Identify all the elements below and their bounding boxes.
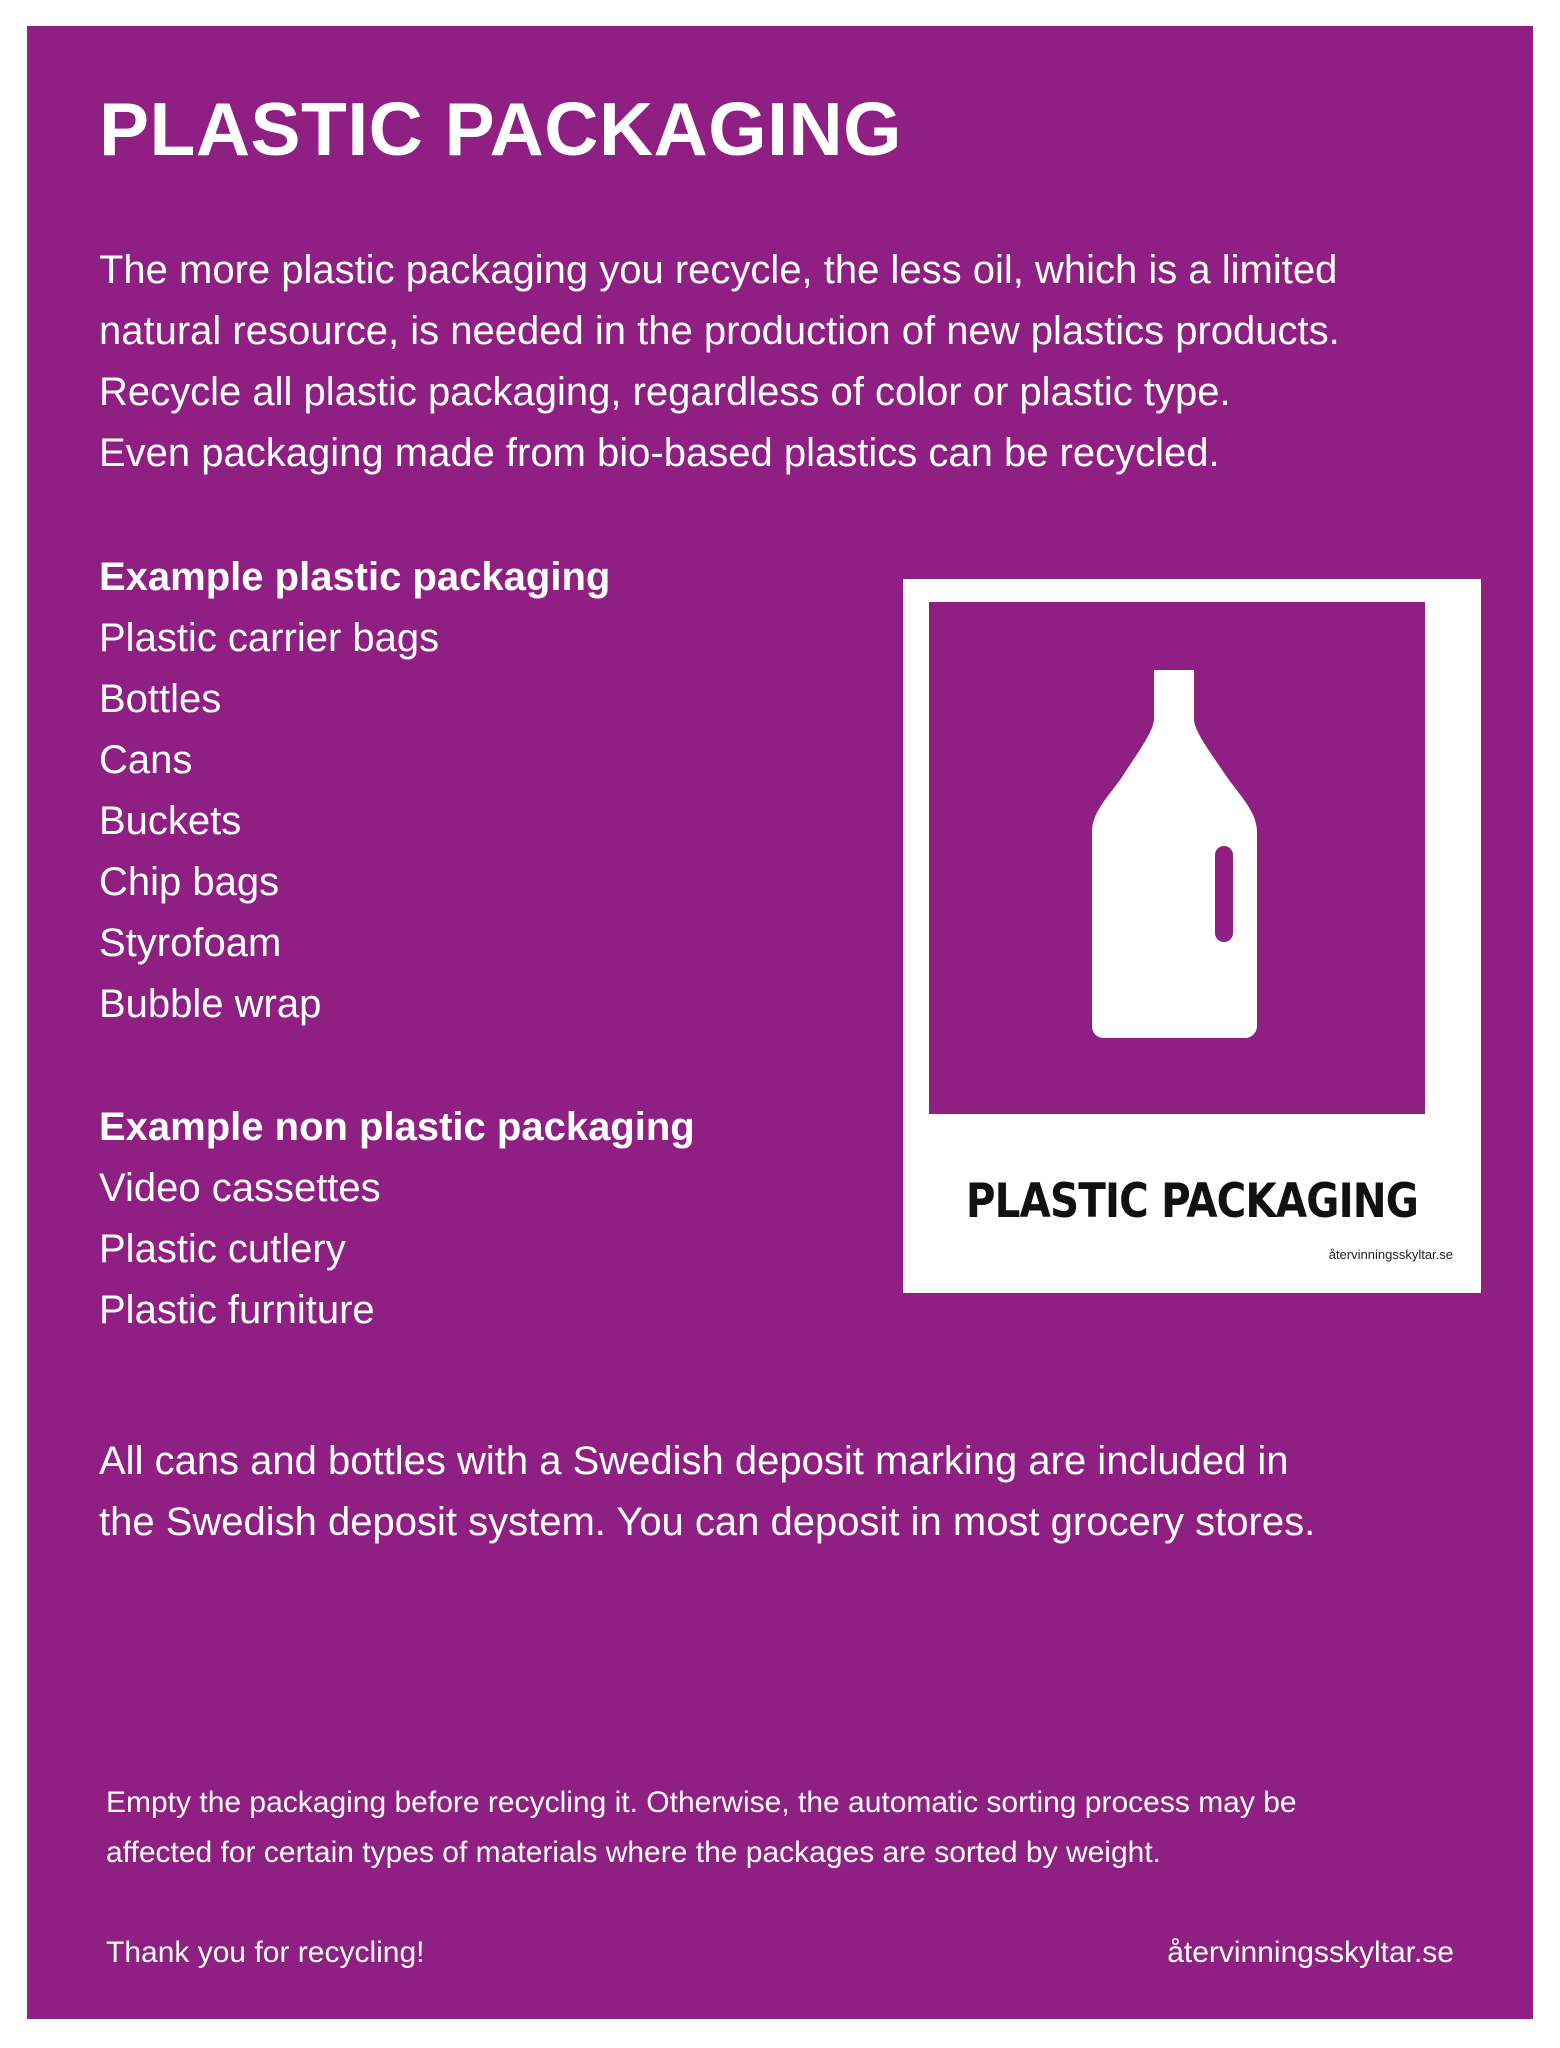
plastic-examples-heading: Example plastic packaging — [99, 555, 611, 599]
empty-packaging-note — [106, 1778, 1297, 1878]
thanks-text: Thank you for recycling! — [106, 1936, 425, 1969]
website-text: återvinningsskyltar.se — [1167, 1936, 1454, 1969]
non-plastic-examples-heading: Example non plastic packaging — [99, 1105, 695, 1149]
page-title: PLASTIC PACKAGING — [99, 87, 902, 171]
plastic-examples-list — [99, 547, 610, 1035]
sign-icon-area — [929, 602, 1425, 1114]
deposit-paragraph — [99, 1431, 1315, 1553]
sign-label: PLASTIC PACKAGING — [965, 1174, 1419, 1229]
list-item: Buckets — [99, 799, 242, 843]
recycling-sign — [903, 579, 1481, 1293]
note-line: Empty the packaging before recycling it. Otherwise, the automatic sorting process may be — [106, 1786, 1297, 1819]
list-item: Plastic furniture — [99, 1288, 375, 1332]
list-item: Cans — [99, 738, 193, 782]
note-line: affected for certain types of materials where the packages are sorted by weight. — [106, 1836, 1162, 1869]
deposit-line: the Swedish deposit system. You can deposit in most grocery stores. — [99, 1500, 1316, 1544]
intro-line: Recycle all plastic packaging, regardless of color or plastic type. — [99, 370, 1231, 414]
list-item: Bubble wrap — [99, 982, 322, 1026]
intro-paragraph — [99, 240, 1499, 484]
intro-line: natural resource, is needed in the production of new plastics products. — [99, 309, 1340, 353]
list-item: Styrofoam — [99, 921, 282, 965]
intro-line: The more plastic packaging you recycle, the less oil, which is a limited — [99, 248, 1338, 292]
list-item: Chip bags — [99, 860, 280, 904]
intro-line: Even packaging made from bio-based plastics can be recycled. — [99, 431, 1220, 475]
non-plastic-examples-list — [99, 1097, 695, 1341]
bottle-icon — [929, 602, 1425, 1114]
poster-panel — [27, 26, 1533, 2019]
sign-url: återvinningsskyltar.se — [1328, 1247, 1453, 1262]
list-item: Plastic cutlery — [99, 1227, 346, 1271]
deposit-line: All cans and bottles with a Swedish deposit marking are included in — [99, 1439, 1289, 1483]
list-item: Plastic carrier bags — [99, 616, 440, 660]
list-item: Bottles — [99, 677, 222, 721]
list-item: Video cassettes — [99, 1166, 381, 1210]
